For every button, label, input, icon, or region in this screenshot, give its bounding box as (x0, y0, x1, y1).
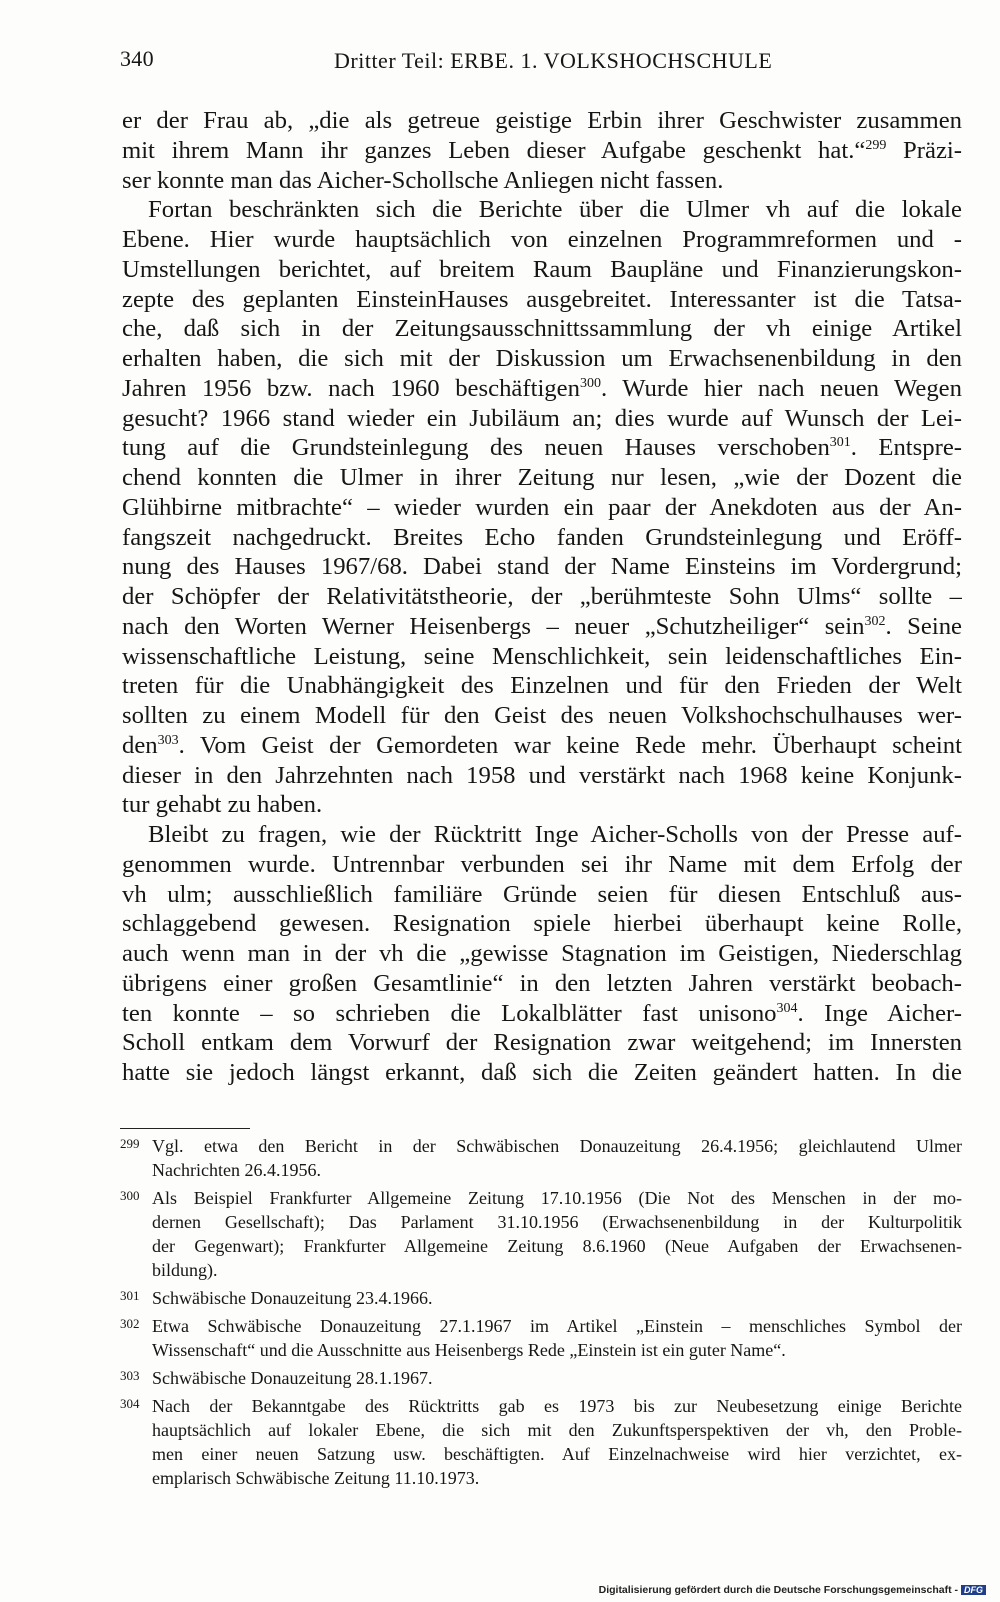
digitization-credit (599, 1584, 986, 1596)
footnote-ref: 300 (579, 375, 601, 391)
page-number: 340 (120, 46, 154, 71)
footnote-ref: 303 (157, 732, 179, 748)
footnote-item (120, 1286, 962, 1310)
text-line: mit ihrem Mann ihr ganzes Leben dieser Aufgabe geschenkt hat.“$^{299}$ Präzi- (122, 136, 962, 164)
footnote-ref: 302 (864, 613, 886, 629)
footnote-item (120, 1366, 962, 1390)
footnote-line: Wissenschaft“ und die Ausschnitte aus Heisenbergs Rede „Einstein ist ein guter Name“. (152, 1340, 786, 1360)
text-line: ser konnte man das Aicher-Schollsche Anliegen nicht fassen. (122, 166, 724, 194)
text-line: Bleibt zu fragen, wie der Rücktritt Inge Aicher-Scholls von der Presse auf- (148, 821, 962, 848)
footnote-ref: 299 (865, 137, 887, 153)
footnote-item (120, 1134, 962, 1182)
text-line: Jahren 1956 bzw. nach 1960 beschäftigen$^{300}$. Wurde hier nach neuen Wegen (122, 374, 962, 402)
footnote-line: der Gegenwart); Frankfurter Allgemeine Zeitung 8.6.1960 (Neue Aufgaben der Erwachsenen- (152, 1236, 962, 1256)
dfg-logo: DFG (961, 1585, 986, 1595)
text-line: chend konnten die Ulmer in ihrer Zeitung nur lesen, „wie der Dozent die (122, 464, 962, 491)
text-line: Umstellungen berichtet, auf breitem Raum Baupläne und Finanzierungskon- (122, 255, 962, 283)
footnote-number: 300 (120, 1188, 140, 1203)
footnote-line: Als Beispiel Frankfurter Allgemeine Zeitung 17.10.1956 (Die Not des Menschen in der mo- (152, 1188, 962, 1208)
footnote-item (120, 1314, 962, 1362)
text-line: er der Frau ab, „die als getreue geistige Erbin ihrer Geschwister zusammen (122, 107, 962, 134)
text-line: sollten zu einem Modell für den Geist des neuen Volkshochschulhauses wer- (122, 702, 962, 729)
credit-text: Digitalisierung gefördert durch die Deutsche Forschungsgemeinschaft - (598, 1584, 958, 1596)
footnote-number: 304 (120, 1396, 140, 1411)
text-line: genommen wurde. Untrennbar verbunden sei ihr Name mit dem Erfolg der (122, 850, 962, 878)
running-head: Dritter Teil: ERBE. 1. VOLKSHOCHSCHULE (334, 48, 773, 73)
text-line: der Schöpfer der Relativitätstheorie, der „berühmteste Sohn Ulms“ sollte – (122, 583, 962, 610)
text-line: Glühbirne mitbrachte“ – wieder wurden ein paar der Anekdoten aus der An- (122, 493, 962, 521)
footnote-item (120, 1394, 962, 1490)
footnote-line: emplarisch Schwäbische Zeitung 11.10.1973. (152, 1468, 480, 1488)
text-line: tur gehabt zu haben. (122, 791, 323, 819)
footnote-line: Vgl. etwa den Bericht in der Schwäbischen Donauzeitung 26.4.1956; gleichlautend Ulmer (152, 1136, 962, 1156)
text-line: treten für die Unabhängigkeit des Einzelnen und für den Frieden der Welt (122, 672, 962, 700)
footnote-line: Nach der Bekanntgabe des Rücktritts gab es 1973 bis zur Neubesetzung einige Berichte (152, 1396, 962, 1416)
text-line: vh ulm; ausschließlich familiäre Gründe seien für diesen Entschluß aus- (122, 880, 962, 908)
text-line: übrigens einer großen Gesamtlinie“ in den letzten Jahren verstärkt beobach- (122, 969, 962, 997)
footnote-line: Schwäbische Donauzeitung 23.4.1966. (152, 1288, 433, 1308)
footnote-line: men einer neuen Satzung usw. beschäftigten. Auf Einzelnachweise wird hier verzichtet, ex- (152, 1444, 962, 1464)
footnote-line: bildung). (152, 1260, 218, 1280)
footnote-ref: 301 (829, 435, 851, 451)
text-line: schlaggebend gewesen. Resignation spiele hierbei überhaupt keine Rolle, (122, 910, 962, 938)
footnote-divider (120, 1128, 250, 1129)
text-line: fangszeit nachgedruckt. Breites Echo fanden Grundsteinlegung und Eröff- (122, 523, 962, 551)
footnotes (120, 1134, 962, 1494)
text-line: gesucht? 1966 stand wieder ein Jubiläum an; dies wurde auf Wunsch der Lei- (122, 404, 962, 432)
text-line: ten konnte – so schrieben die Lokalblätter fast unisono$^{304}$. Inge Aicher- (122, 999, 962, 1027)
text-line: erhalten haben, die sich mit der Diskussion um Erwachsenenbildung in den (122, 345, 962, 372)
footnote-line: Schwäbische Donauzeitung 28.1.1967. (152, 1368, 433, 1388)
footnote-item (120, 1186, 962, 1282)
text-line: den$^{303}$. Vom Geist der Gemordeten war keine Rede mehr. Überhaupt scheint (122, 731, 962, 759)
text-line: Scholl entkam dem Vorwurf der Resignation zwar weitgehend; im Innersten (122, 1029, 962, 1057)
body-text (122, 106, 962, 1088)
text-line: Fortan beschränkten sich die Berichte über die Ulmer vh auf die lokale (148, 196, 962, 224)
text-line: Ebene. Hier wurde hauptsächlich von einzelnen Programmreformen und - (122, 226, 962, 253)
text-line: hatte sie jedoch längst erkannt, daß sich die Zeiten geändert hatten. In die (122, 1059, 962, 1086)
footnote-number: 302 (120, 1316, 140, 1331)
text-line: wissenschaftliche Leistung, seine Menschlichkeit, sein leidenschaftliches Ein- (122, 642, 962, 670)
text-line: zepte des geplanten EinsteinHauses ausgebreitet. Interessanter ist die Tatsa- (122, 285, 962, 313)
footnote-number: 303 (120, 1368, 140, 1383)
text-line: dieser in den Jahrzehnten nach 1958 und verstärkt nach 1968 keine Konjunk- (122, 761, 962, 789)
footnote-number: 301 (120, 1288, 140, 1303)
footnote-line: dernen Gesellschaft); Das Parlament 31.10.1956 (Erwachsenenbildung in der Kulturpolitik (152, 1212, 962, 1232)
text-line: nung des Hauses 1967/68. Dabei stand der Name Einsteins im Vordergrund; (122, 553, 962, 581)
text-line: auch wenn man in der vh die „gewisse Stagnation im Geistigen, Niederschlag (122, 940, 962, 967)
footnote-ref: 304 (776, 1000, 798, 1016)
footnote-line: Etwa Schwäbische Donauzeitung 27.1.1967 im Artikel „Einstein – menschliches Symbol der (152, 1316, 962, 1336)
footnote-number: 299 (120, 1136, 140, 1151)
footnote-line: Nachrichten 26.4.1956. (152, 1160, 321, 1180)
text-line: tung auf die Grundsteinlegung des neuen Hauses verschoben$^{301}$. Entspre- (122, 434, 962, 462)
text-line: nach den Worten Werner Heisenbergs – neuer „Schutzheiliger“ sein$^{302}$. Seine (122, 612, 962, 640)
footnote-line: hauptsächlich auf lokaler Ebene, die sich mit den Zukunftsperspektiven der vh, den Proble- (152, 1420, 962, 1440)
text-line: che, daß sich in der Zeitungsausschnittssammlung der vh einige Artikel (122, 315, 962, 343)
